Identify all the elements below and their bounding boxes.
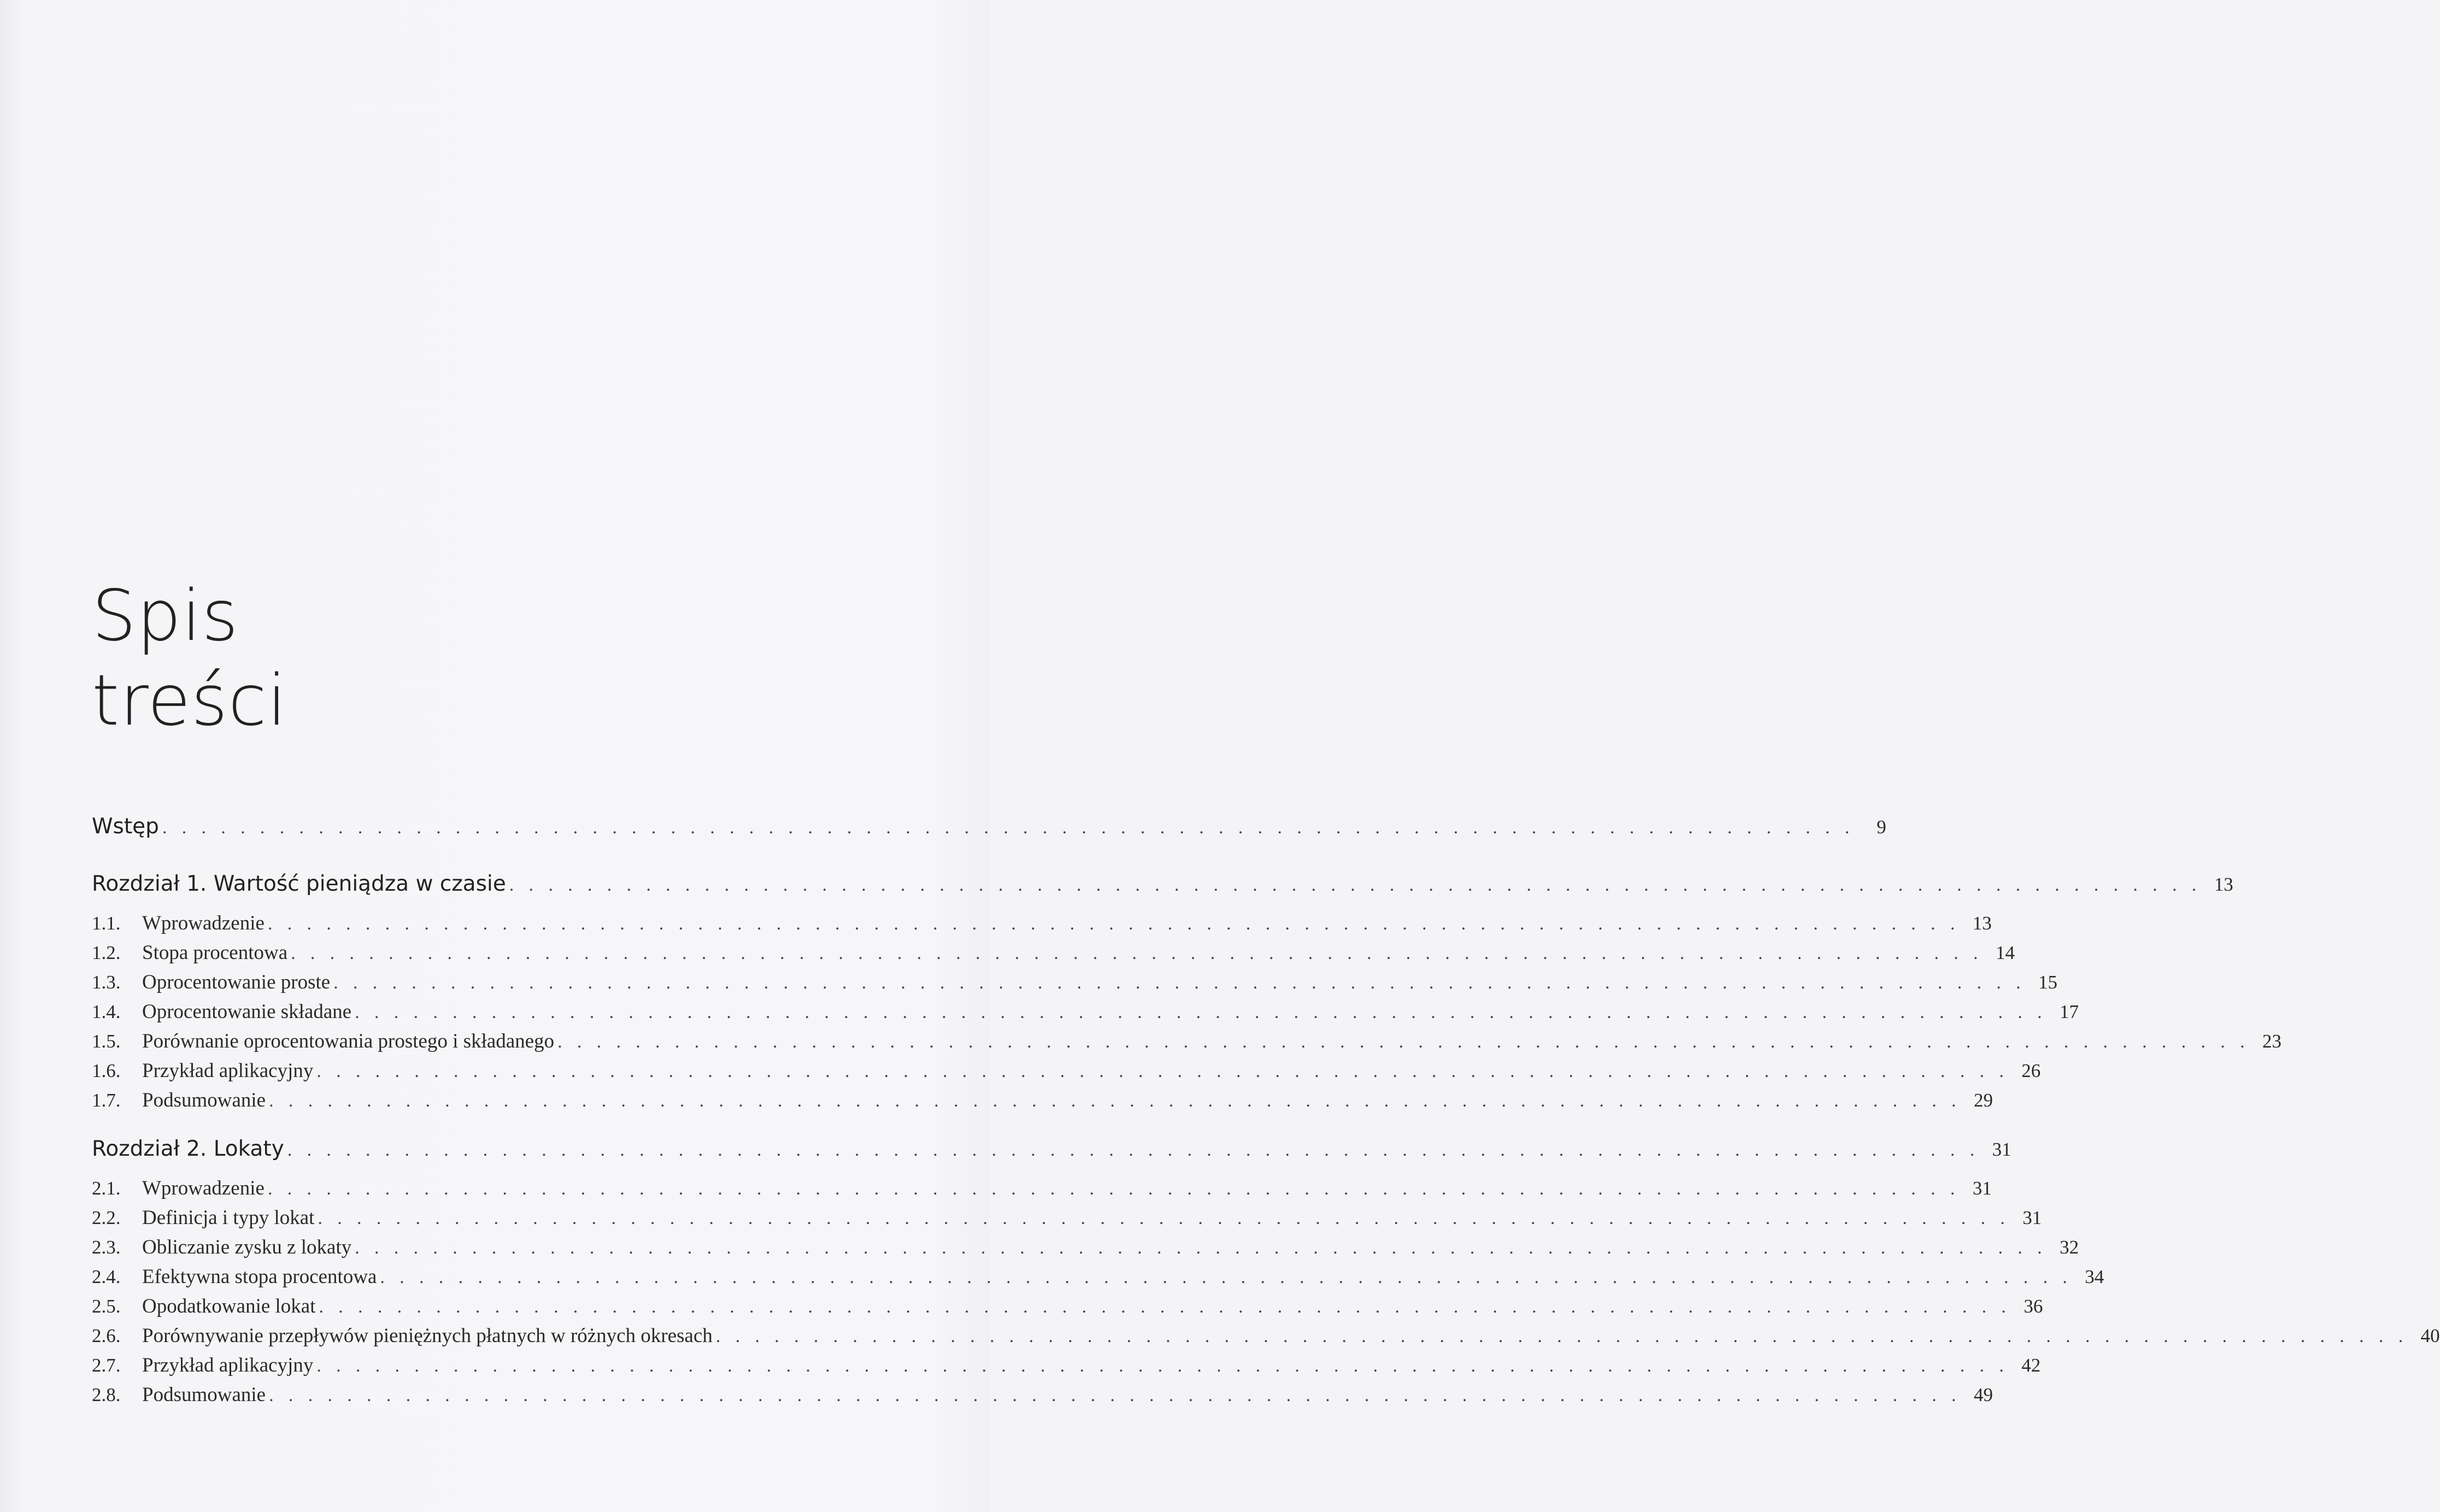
dot-leader: . . . . . . . . . . . . . . . . . . . . . . . . . . . . . . . . . . . . . . . . . . . . . . . . . . . . . . . . . . . . . . . . . . . . . . . . . . . . . . . . . . . . . . . <box>267 914 1960 934</box>
section-label: Definicja i typy lokat <box>142 1207 315 1229</box>
dot-leader: . . . . . . . . . . . . . . . . . . . . . . . . . . . . . . . . . . . . . . . . . . . . . . . . . . . . . . . . . . . . . . . . . . . . . . . . . . . . . . . . . . . . . . . <box>316 1061 2009 1081</box>
page-title <box>92 574 287 743</box>
dot-leader: . . . . . . . . . . . . . . . . . . . . . . . . . . . . . . . . . . . . . . . . . . . . . . . . . . . . . . . . . . . . . . . . . . . . . . . . . . . . . . . . . . . . . . . <box>267 1179 1960 1199</box>
section-label: Przykład aplikacyjny <box>142 1354 314 1376</box>
section-number: 2.3. <box>92 1237 121 1258</box>
toc-section-2-2[interactable] <box>92 1206 2042 1229</box>
section-label: Porównanie oprocentowania prostego i składanego <box>142 1030 555 1052</box>
toc-section-2-4[interactable] <box>92 1265 2104 1289</box>
toc-page-number: 29 <box>1973 1090 1993 1111</box>
toc-section-2-8[interactable] <box>92 1383 1993 1407</box>
chapter-title: Rozdział 1. Wartość pieniądza w czasie <box>92 872 506 896</box>
dot-leader: . . . . . . . . . . . . . . . . . . . . . . . . . . . . . . . . . . . . . . . . . . . . . . . . . . . . . . . . . . . . . . . . . . . . . . . . . . . . . . . . . . . . . . . <box>355 1238 2047 1258</box>
toc-page-number: 34 <box>2085 1266 2104 1287</box>
dot-leader: . . . . . . . . . . . . . . . . . . . . . . . . . . . . . . . . . . . . . . . . . . . . . . . . . . . . . . . . . . . . . . . . . . . . . . . . . . . . . . . . . . . . . . . <box>291 943 1983 963</box>
section-number: 1.5. <box>92 1031 121 1052</box>
toc-section-1-1[interactable] <box>92 911 1992 935</box>
title-line-2: treści <box>92 660 287 742</box>
dot-leader: . . . . . . . . . . . . . . . . . . . . . . . . . . . . . . . . . . . . . . . . . . . . . . . . . . . . . . . . . . . . . . . . . . . . . . . . . . . . . . . . . . . . . . . <box>715 1326 2408 1346</box>
toc-section-1-7[interactable] <box>92 1089 1993 1112</box>
toc-chapter-1[interactable] <box>92 872 2233 896</box>
dot-leader: . . . . . . . . . . . . . . . . . . . . . . . . . . . . . . . . . . . . . . . . . . . . . . . . . . . . . . . . . . . . . . . . . . . . . . . . . . . . . . . . . . . . . . . <box>316 1356 2009 1376</box>
toc-page-number: 31 <box>1972 1178 1992 1199</box>
dot-leader: . . . . . . . . . . . . . . . . . . . . . . . . . . . . . . . . . . . . . . . . . . . . . . . . . . . . . . . . . . . . . . . . . . . . . . . . . . . . . . . . . . . . . . . <box>319 1297 2012 1317</box>
toc-section-1-3[interactable] <box>92 970 2057 994</box>
toc-section-2-1[interactable] <box>92 1176 1992 1200</box>
section-label: Podsumowanie <box>142 1089 266 1111</box>
toc-page-number: 31 <box>1992 1139 2012 1160</box>
section-number: 1.1. <box>92 913 121 934</box>
dot-leader: . . . . . . . . . . . . . . . . . . . . . . . . . . . . . . . . . . . . . . . . . . . . . . . . . . . . . . . . . . . . . . . . . . . . . . . . . . . . . . . . . . . . . . . <box>355 1002 2047 1022</box>
dot-leader: . . . . . . . . . . . . . . . . . . . . . . . . . . . . . . . . . . . . . . . . . . . . . . . . . . . . . . . . . . . . . . . . . . . . . . . . . . . . . . . . . . . . . . . <box>318 1208 2010 1228</box>
toc-entry-label: Wstęp <box>92 814 159 839</box>
toc-entry-intro[interactable] <box>92 814 1886 839</box>
section-label: Przykład aplikacyjny <box>142 1060 314 1082</box>
toc-page-number: 49 <box>1973 1384 1993 1405</box>
toc-page-number: 40 <box>2420 1325 2440 1346</box>
dot-leader: . . . . . . . . . . . . . . . . . . . . . . . . . . . . . . . . . . . . . . . . . . . . . . . . . . . . . . . . . . . . . . . . . . . . . . . . . . . . . . . . . . . . . . . <box>557 1032 2250 1052</box>
section-label: Porównywanie przepływów pieniężnych płatnych w różnych okresach <box>142 1325 713 1347</box>
toc-page-number: 23 <box>2262 1031 2282 1052</box>
toc-section-2-6[interactable] <box>92 1324 2440 1348</box>
toc-page-number: 14 <box>1995 942 2015 963</box>
section-number: 1.3. <box>92 972 121 993</box>
section-label: Oprocentowanie składane <box>142 1001 352 1023</box>
section-number: 2.6. <box>92 1325 121 1346</box>
dot-leader: . . . . . . . . . . . . . . . . . . . . . . . . . . . . . . . . . . . . . . . . . . . . . . . . . . . . . . . . . . . . . . . . . . . . . . . . . . . . . . . . . . . . . . . <box>333 973 2026 993</box>
section-number: 1.7. <box>92 1090 121 1111</box>
toc-section-1-2[interactable] <box>92 941 2015 964</box>
section-label: Podsumowanie <box>142 1384 266 1406</box>
toc-section-1-4[interactable] <box>92 1000 2079 1023</box>
section-number: 2.2. <box>92 1207 121 1228</box>
toc-section-2-3[interactable] <box>92 1236 2079 1259</box>
dot-leader: . . . . . . . . . . . . . . . . . . . . . . . . . . . . . . . . . . . . . . . . . . . . . . . . . . . . . . . . . . . . . . . . . . . . . . . . . . . . . . . . . . . . . . . <box>269 1091 1961 1111</box>
section-number: 2.1. <box>92 1178 121 1199</box>
dot-leader: . . . . . . . . . . . . . . . . . . . . . . . . . . . . . . . . . . . . . . . . . . . . . . . . . . . . . . . . . . . . . . . . . . . . . . . . . . . . . . . . . . . . . . . <box>269 1385 1961 1405</box>
chapter-title: Rozdział 2. Lokaty <box>92 1137 284 1161</box>
dot-leader: . . . . . . . . . . . . . . . . . . . . . . . . . . . . . . . . . . . . . . . . . . . . . . . . . . . . . . . . . . . . . . . . . . . . . . . . . . . . . . . . . . . . . . . <box>162 817 1855 838</box>
toc-page-number: 15 <box>2038 972 2057 993</box>
section-label: Oprocentowanie proste <box>142 971 331 993</box>
toc-section-2-5[interactable] <box>92 1295 2043 1318</box>
toc-section-2-7[interactable] <box>92 1354 2041 1377</box>
section-number: 1.6. <box>92 1060 121 1081</box>
title-line-1: Spis <box>92 575 239 657</box>
section-number: 2.7. <box>92 1355 121 1376</box>
toc-page-number: 13 <box>1972 913 1992 934</box>
toc-page-number: 9 <box>1877 816 1886 838</box>
toc-chapter-2[interactable] <box>92 1137 2012 1161</box>
dot-leader: . . . . . . . . . . . . . . . . . . . . . . . . . . . . . . . . . . . . . . . . . . . . . . . . . . . . . . . . . . . . . . . . . . . . . . . . . . . . . . . . . . . . . . . <box>287 1140 1980 1160</box>
section-label: Stopa procentowa <box>142 942 288 964</box>
toc-section-1-5[interactable] <box>92 1029 2282 1053</box>
toc-page-number: 42 <box>2021 1355 2041 1376</box>
section-number: 2.4. <box>92 1266 121 1287</box>
toc-page-number: 36 <box>2024 1296 2043 1317</box>
toc-page-number: 17 <box>2059 1001 2079 1022</box>
section-number: 2.8. <box>92 1384 121 1405</box>
toc-page-number: 26 <box>2021 1060 2041 1081</box>
section-label: Wprowadzenie <box>142 912 264 934</box>
section-label: Wprowadzenie <box>142 1177 264 1199</box>
section-label: Efektywna stopa procentowa <box>142 1266 377 1288</box>
section-number: 1.4. <box>92 1001 121 1022</box>
toc-page-number: 13 <box>2214 874 2233 895</box>
toc-page-number: 32 <box>2059 1237 2079 1258</box>
toc-page-number: 31 <box>2022 1207 2042 1228</box>
toc-section-1-6[interactable] <box>92 1059 2041 1082</box>
section-number: 1.2. <box>92 942 121 963</box>
section-label: Obliczanie zysku z lokaty <box>142 1236 352 1258</box>
dot-leader: . . . . . . . . . . . . . . . . . . . . . . . . . . . . . . . . . . . . . . . . . . . . . . . . . . . . . . . . . . . . . . . . . . . . . . . . . . . . . . . . . . . . . . . <box>380 1267 2073 1287</box>
section-number: 2.5. <box>92 1296 121 1317</box>
section-label: Opodatkowanie lokat <box>142 1295 316 1317</box>
dot-leader: . . . . . . . . . . . . . . . . . . . . . . . . . . . . . . . . . . . . . . . . . . . . . . . . . . . . . . . . . . . . . . . . . . . . . . . . . . . . . . . . . . . . . . . <box>509 875 2202 895</box>
